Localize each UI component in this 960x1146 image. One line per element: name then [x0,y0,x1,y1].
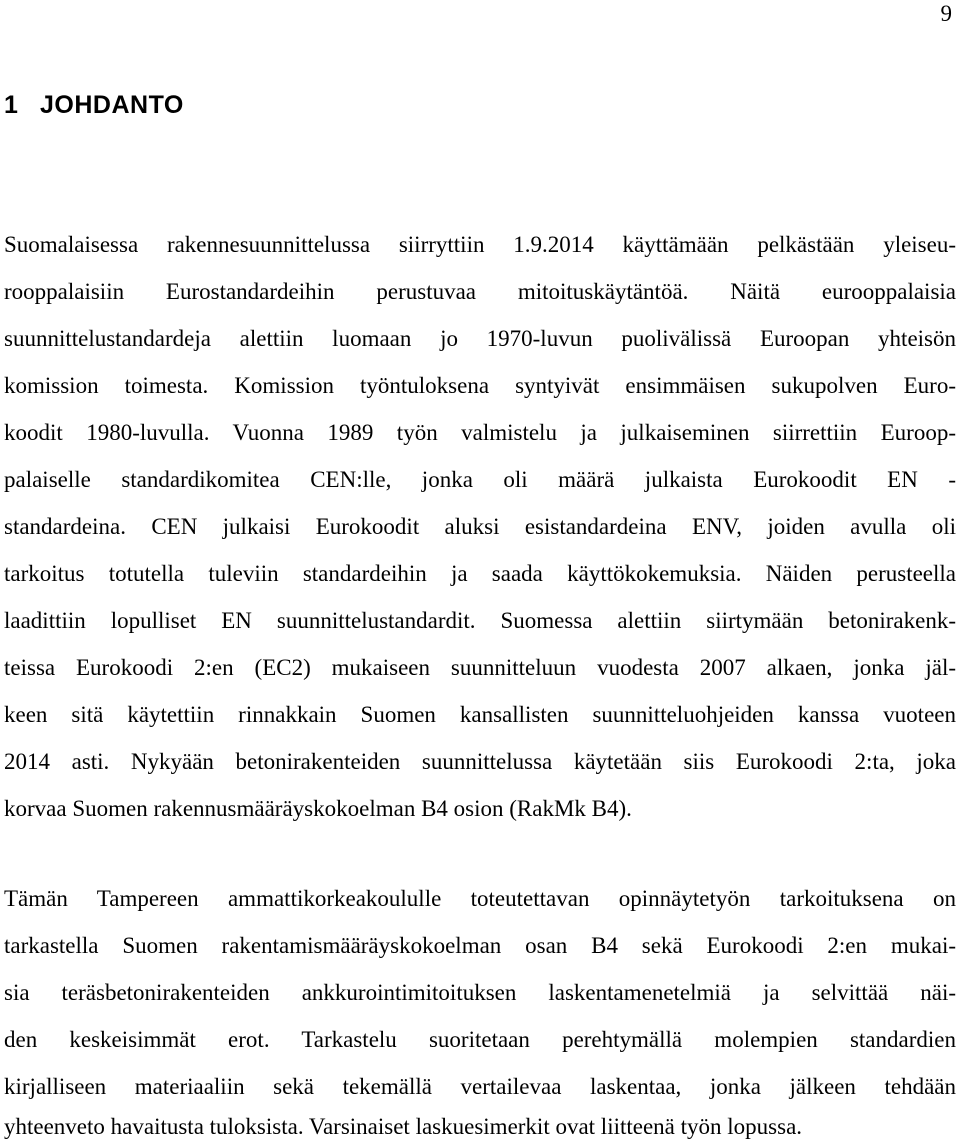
chapter-heading [4,88,184,122]
paragraph-line: koodit 1980-luvulla. Vuonna 1989 työn valmistelu ja julkaiseminen siirrettiin Euroop- [4,420,956,445]
paragraph-line: Suomalaisessa rakennesuunnittelussa siirryttiin 1.9.2014 käyttämään pelkästään yleiseu- [4,232,956,257]
paragraph-line: Tämän Tampereen ammattikorkeakoululle toteutettavan opinnäytetyön tarkoituksena on [4,886,956,911]
paragraph-line: laadittiin lopulliset EN suunnittelustandardit. Suomessa alettiin siirtymään betonirakenk- [4,608,956,633]
paragraph-line: standardeina. CEN julkaisi Eurokoodit aluksi esistandardeina ENV, joiden avulla oli [4,514,956,539]
paragraph-line: sia teräsbetonirakenteiden ankkurointimitoituksen laskentamenetelmiä ja selvittää näi- [4,980,956,1005]
paragraph-line: yhteenveto havaitusta tuloksista. Varsinaiset laskuesimerkit ovat liitteenä työn lopussa. [4,1114,803,1139]
page-number: 9 [940,1,952,26]
paragraph-line: palaiselle standardikomitea CEN:lle, jonka oli määrä julkaista Eurokoodit EN - [4,467,956,492]
paragraph-line: rooppalaisiin Eurostandardeihin perustuvaa mitoituskäytäntöä. Näitä eurooppalaisia [4,279,956,304]
paragraph-line: teissa Eurokoodi 2:en (EC2) mukaiseen suunnitteluun vuodesta 2007 alkaen, jonka jäl- [4,655,956,680]
chapter-title: JOHDANTO [40,91,184,119]
paragraph-line: kirjalliseen materiaaliin sekä tekemällä vertailevaa laskentaa, jonka jälkeen tehdään [4,1074,956,1099]
paragraph-line: tarkastella Suomen rakentamismääräyskokoelman osan B4 sekä Eurokoodi 2:en mukai- [4,933,956,958]
paragraph-line: keen sitä käytettiin rinnakkain Suomen kansallisten suunnitteluohjeiden kanssa vuoteen [4,702,956,727]
paragraph-line: 2014 asti. Nykyään betonirakenteiden suunnittelussa käytetään siis Eurokoodi 2:ta, joka [4,749,956,774]
paragraph-line: korvaa Suomen rakennusmääräyskokoelman B4 osion (RakMk B4). [4,796,632,821]
paragraph-line: tarkoitus totutella tuleviin standardeihin ja saada käyttökokemuksia. Näiden perusteella [4,561,956,586]
paragraph-line: suunnittelustandardeja alettiin luomaan jo 1970-luvun puolivälissä Euroopan yhteisön [4,326,956,351]
paragraph-line: komission toimesta. Komission työntuloksena syntyivät ensimmäisen sukupolven Euro- [4,373,956,398]
paragraph-line: den keskeisimmät erot. Tarkastelu suoritetaan perehtymällä molempien standardien [4,1027,956,1052]
chapter-number: 1 [4,91,19,119]
